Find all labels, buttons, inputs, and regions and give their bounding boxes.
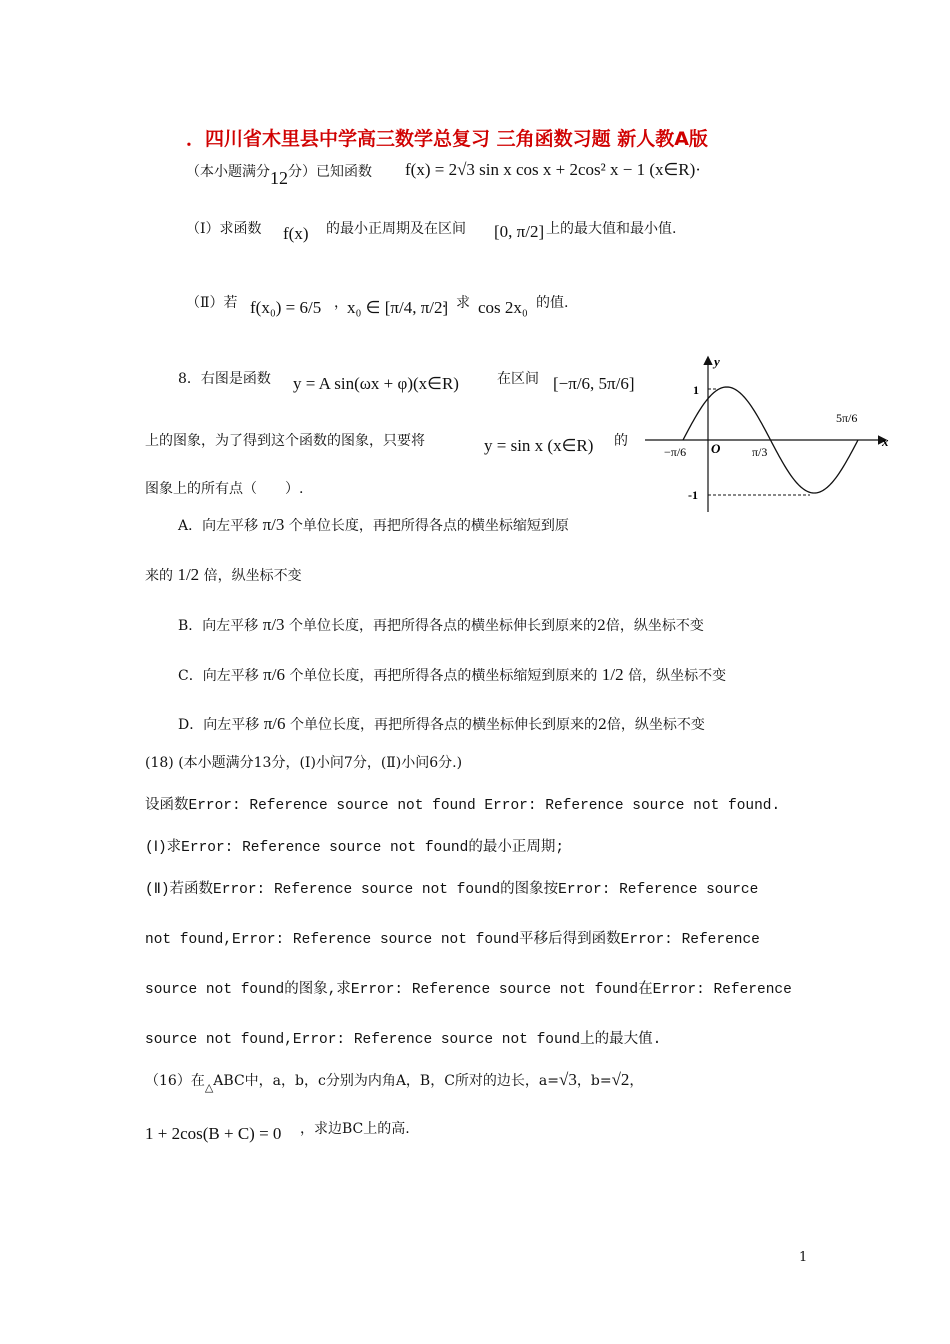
q8-option-d-text: 个单位长度，再把所得各点的横坐标伸长到原来的2倍，纵坐标不变 <box>289 717 705 733</box>
q8-base: y = sin x (x∈R) <box>484 436 594 455</box>
q16-question: ，求边BC上的高. <box>300 1121 410 1137</box>
q16-a-value: √3 <box>559 1070 577 1089</box>
triangle-symbol: △ <box>204 1081 214 1094</box>
q18-line3: (Ⅱ)若函数Error: Reference source not found的图象按Error: Reference source <box>145 882 759 898</box>
q17-formula: f(x) = 2√3 sin x cos x + 2cos² x − 1 (x∈R)· <box>405 160 701 179</box>
q8-option-c-frac: π/6 <box>263 665 285 684</box>
q8-sine-graph <box>640 350 900 520</box>
origin-label: O <box>711 441 721 456</box>
x-axis-label: x <box>882 434 889 449</box>
q8-option-b-frac: π/3 <box>262 615 285 634</box>
q18-header: (18) (本小题满分13分，(Ⅰ)小问7分，(Ⅱ)小问6分.) <box>145 755 463 771</box>
q18-line6: source not found,Error: Reference source not found上的最大值. <box>145 1032 662 1048</box>
q17-part1-b: 的最小正周期及在区间 <box>326 221 466 237</box>
q17-part2-cond: f(x₀) = 6/5 <box>250 298 322 317</box>
q17-part2-b: ．求 <box>442 295 470 311</box>
q8-option-a-tail: 倍，纵坐标不变 <box>203 568 302 584</box>
q17-part1-interval: [0, π/2] <box>494 222 545 241</box>
q8-option-d-frac: π/6 <box>263 714 286 733</box>
q8-interval: [−π/6, 5π/6] <box>553 374 635 393</box>
q16-b-value: √2 <box>611 1070 630 1089</box>
y-axis-label: y <box>714 354 720 369</box>
q16-text: ABC中，a，b，c分别为内角A，B，C所对的边长，a= <box>213 1073 560 1089</box>
q17-part1-fx: f(x) <box>283 224 309 243</box>
q17-part1-c: 上的最大值和最小值. <box>546 221 677 237</box>
q17-part2-c: 的值. <box>536 295 569 311</box>
q8-option-c-lead: C．向左平移 <box>178 668 259 684</box>
q8-option-a-frac2: 1/2 <box>177 565 200 584</box>
q16-lead: （16）在 <box>145 1073 205 1089</box>
q8-option-a-lead2: 来的 <box>145 568 173 584</box>
q16-text3: ， <box>629 1073 644 1089</box>
q18-line5: source not found的图象,求Error: Reference source not found在Error: Reference <box>145 982 792 998</box>
x-mid-label: π/3 <box>752 445 768 459</box>
q17-intro <box>186 160 372 188</box>
q8-option-a-cont <box>145 565 302 585</box>
q8-option-c-frac2: 1/2 <box>601 665 624 684</box>
q17-part2-expr: cos 2x₀ <box>478 298 528 317</box>
q8-line2-b: 的 <box>614 433 628 449</box>
q17-part2-range: x₀ ∈ [π/4, π/2] <box>347 298 449 317</box>
q8-option-b <box>178 615 704 635</box>
q18-line2: (Ⅰ)求Error: Reference source not found的最小正周期; <box>145 840 565 856</box>
q8-option-c-tail: 倍，纵坐标不变 <box>628 668 727 684</box>
x-right-label: 5π/6 <box>836 411 858 425</box>
q8-option-d <box>178 714 705 734</box>
page-number: 1 <box>799 1250 808 1265</box>
q8-option-c-text: 个单位长度，再把所得各点的横坐标缩短到原来的 <box>289 668 598 684</box>
q16-line1 <box>145 1070 644 1094</box>
y-min-label: -1 <box>688 488 698 502</box>
q17-intro-b: 分）已知函数 <box>288 164 372 180</box>
q16-text2: ，b= <box>576 1073 612 1089</box>
q17-intro-a: （本小题满分 <box>186 164 270 180</box>
y-max-label: 1 <box>693 383 699 397</box>
q8-option-b-text: 个单位长度，再把所得各点的横坐标伸长到原来的2倍，纵坐标不变 <box>289 618 704 634</box>
q8-func: y = A sin(ωx + φ)(x∈R) <box>293 374 459 393</box>
q8-option-a-text: 个单位长度，再把所得各点的横坐标缩短到原 <box>288 518 569 534</box>
q18-line1: 设函数Error: Reference source not found Error: Reference source not found. <box>145 798 781 814</box>
document-title: ．四川省木里县中学高三数学总复习 三角函数习题 新人教A版 <box>186 128 708 150</box>
q17-part2-sep: ， <box>334 295 348 311</box>
q8-option-d-lead: D．向左平移 <box>178 717 260 733</box>
q8-option-b-lead: B．向左平移 <box>178 618 259 634</box>
q8-mid: 在区间 <box>497 371 539 387</box>
q17-part1-a: （Ⅰ）求函数 <box>186 221 262 237</box>
q8-option-a <box>178 515 569 535</box>
q17-part2-a: （Ⅱ）若 <box>186 295 238 311</box>
q8-option-a-lead: A．向左平移 <box>178 518 259 534</box>
q17-score: 12 <box>270 168 288 188</box>
q8-lead: 8．右图是函数 <box>178 371 271 387</box>
x-left-label: −π/6 <box>664 445 687 459</box>
q8-line2-a: 上的图象，为了得到这个函数的图象，只要将 <box>145 433 425 449</box>
q18-line4: not found,Error: Reference source not found平移后得到函数Error: Reference <box>145 932 760 948</box>
q16-equation: 1 + 2cos(B + C) = 0 <box>145 1124 282 1143</box>
q8-option-c <box>178 665 726 685</box>
q8-line3: 图象上的所有点（ ）. <box>145 481 304 497</box>
q8-option-a-frac: π/3 <box>262 515 285 534</box>
